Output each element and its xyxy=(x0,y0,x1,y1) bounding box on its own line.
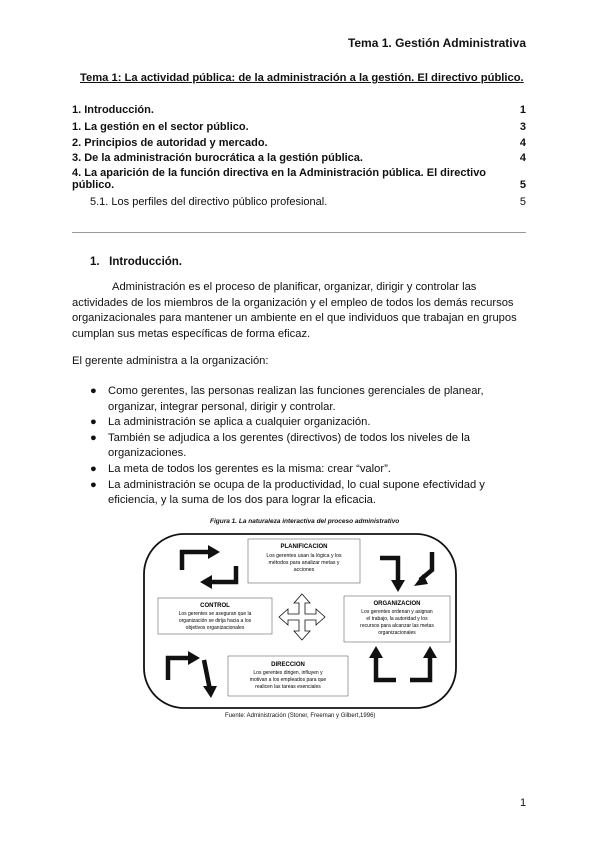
list-item-line: organizaciones. xyxy=(108,447,187,460)
curved-arrow-icon xyxy=(204,660,210,690)
box-line: Los gerentes ordenan y asignan xyxy=(361,609,433,615)
box-line: organización se dirija hacia a los xyxy=(178,618,252,624)
box-line: objetivos organizacionales xyxy=(185,625,245,631)
box-line: Los gerentes usan la lógica y los xyxy=(266,553,342,559)
figure-source: Fuente: Administración (Stoner, Freeman y Gilbert,1996) xyxy=(225,713,376,719)
list-item-line: La administración se ocupa de la productividad, lo cual supone efectividad y xyxy=(108,478,485,491)
toc-entry[interactable] xyxy=(72,104,526,116)
toc-entry-label-line1: 4. La aparición de la función directiva en la Administración pública. El directivo xyxy=(72,167,487,179)
box-line: acciones xyxy=(293,567,315,573)
list-item-line: Como gerentes, las personas realizan las funciones gerenciales de planear, xyxy=(108,385,484,397)
paragraph-line: cumplan sus metas específicas de forma eficaz. xyxy=(72,327,311,340)
header-course-title: Tema 1. Gestión Administrativa xyxy=(347,36,526,50)
bullet-icon: ● xyxy=(90,462,97,475)
list-item-line: También se adjudica a los gerentes (directivos) de todos los niveles de la xyxy=(108,431,470,444)
box-title: PLANIFICACION xyxy=(280,544,328,550)
curved-arrow-icon xyxy=(168,658,190,680)
arrow-head-icon xyxy=(203,686,217,698)
toc-entry-label: 1. Introducción. xyxy=(72,104,154,116)
toc-entry[interactable] xyxy=(72,167,526,191)
page-number: 1 xyxy=(520,797,527,809)
bullet-icon: ● xyxy=(90,431,97,444)
box-title: CONTROL xyxy=(200,603,230,609)
list-item-line: organizar, integrar personal, dirigir y controlar. xyxy=(108,400,336,413)
arrow-head-icon xyxy=(200,575,212,589)
toc-entry[interactable] xyxy=(72,152,526,164)
toc-entry-label: 3. De la administración burocrática a la gestión pública. xyxy=(72,152,363,164)
toc-entry[interactable] xyxy=(72,121,526,133)
curved-arrow-icon xyxy=(380,558,398,582)
toc-entry-page: 5 xyxy=(519,196,526,208)
toc-entry-label-line2: público. xyxy=(72,179,115,191)
list-item xyxy=(90,431,520,462)
toc-entry-page: 3 xyxy=(519,121,526,133)
list-item-line: La administración se aplica a cualquier organización. xyxy=(108,416,371,429)
paragraph-line: organizacionales para mantener un ambiente en el que individuos que trabajan en grupos xyxy=(72,312,517,325)
toc-entry[interactable] xyxy=(72,137,526,149)
box-line: motivan a los empleados para que xyxy=(249,677,327,683)
curved-arrow-icon xyxy=(376,656,396,680)
box-planificacion xyxy=(248,539,360,583)
document-title: Tema 1: La actividad pública: de la administración a la gestión. El directivo público. xyxy=(80,72,524,84)
section-heading: 1. Introducción. xyxy=(90,256,183,268)
toc-entry[interactable] xyxy=(90,196,526,208)
box-line: el trabajo, la autoridad y los xyxy=(366,616,428,622)
box-line: Los gerentes se aseguran que la xyxy=(178,611,252,617)
curved-arrow-icon xyxy=(210,566,236,582)
list-item-line: eficiencia, y la suma de los dos para lograr la eficacia. xyxy=(108,494,377,507)
bullet-list xyxy=(90,384,520,509)
list-item xyxy=(90,462,520,478)
toc-entry-page: 5 xyxy=(519,179,526,191)
list-item xyxy=(90,478,520,509)
figure-caption: Figura 1. La naturaleza interactiva del proceso administrativo xyxy=(210,518,400,525)
bullet-icon: ● xyxy=(90,416,97,429)
box-line: realicen las tareas esenciales xyxy=(255,684,321,690)
horizontal-rule xyxy=(72,232,526,233)
box-direccion xyxy=(228,656,348,696)
arrow-head-icon xyxy=(423,646,437,658)
arrow-head-icon xyxy=(188,651,200,665)
toc-entry-label: 2. Principios de autoridad y mercado. xyxy=(72,137,268,149)
box-line: métodos para analizar metas y xyxy=(268,560,340,566)
toc-entry-label: 1. La gestión en el sector público. xyxy=(72,121,249,133)
bullet-icon: ● xyxy=(90,385,97,397)
arrow-head-icon xyxy=(391,580,405,592)
bullet-icon: ● xyxy=(90,478,97,491)
box-line: Los gerentes dirigen, influyen y xyxy=(253,670,323,676)
list-item xyxy=(90,384,520,415)
arrow-head-icon xyxy=(208,545,220,559)
box-control xyxy=(158,598,272,634)
curved-arrow-icon xyxy=(410,656,430,680)
list-item-line: La meta de todos los gerentes es la misma: crear “valor”. xyxy=(108,462,391,475)
toc-entry-page: 1 xyxy=(519,104,526,116)
box-title: ORGANIZACION xyxy=(373,601,421,607)
paragraph-definition xyxy=(72,280,528,342)
toc-entry-page: 4 xyxy=(519,137,526,149)
toc-entry-page: 4 xyxy=(519,152,526,164)
toc-entry-label: 5.1. Los perfiles del directivo público profesional. xyxy=(90,196,328,208)
box-line: organizacionales xyxy=(378,630,416,636)
list-item xyxy=(90,415,520,431)
box-title: DIRECCION xyxy=(271,662,305,668)
four-way-arrow-icon xyxy=(279,594,325,640)
paragraph-manager: El gerente administra a la organización: xyxy=(72,355,269,367)
arrow-head-icon xyxy=(369,646,383,658)
box-organizacion xyxy=(344,596,450,642)
process-diagram xyxy=(140,530,460,712)
paragraph-line: Administración es el proceso de planificar, organizar, dirigir y controlar las xyxy=(112,281,477,293)
paragraph-line: actividades de los miembros de la organización y el empleo de todos los demás recursos xyxy=(72,296,514,309)
box-line: recursos para alcanzar las metas xyxy=(360,623,434,629)
curved-arrow-icon xyxy=(182,552,210,570)
